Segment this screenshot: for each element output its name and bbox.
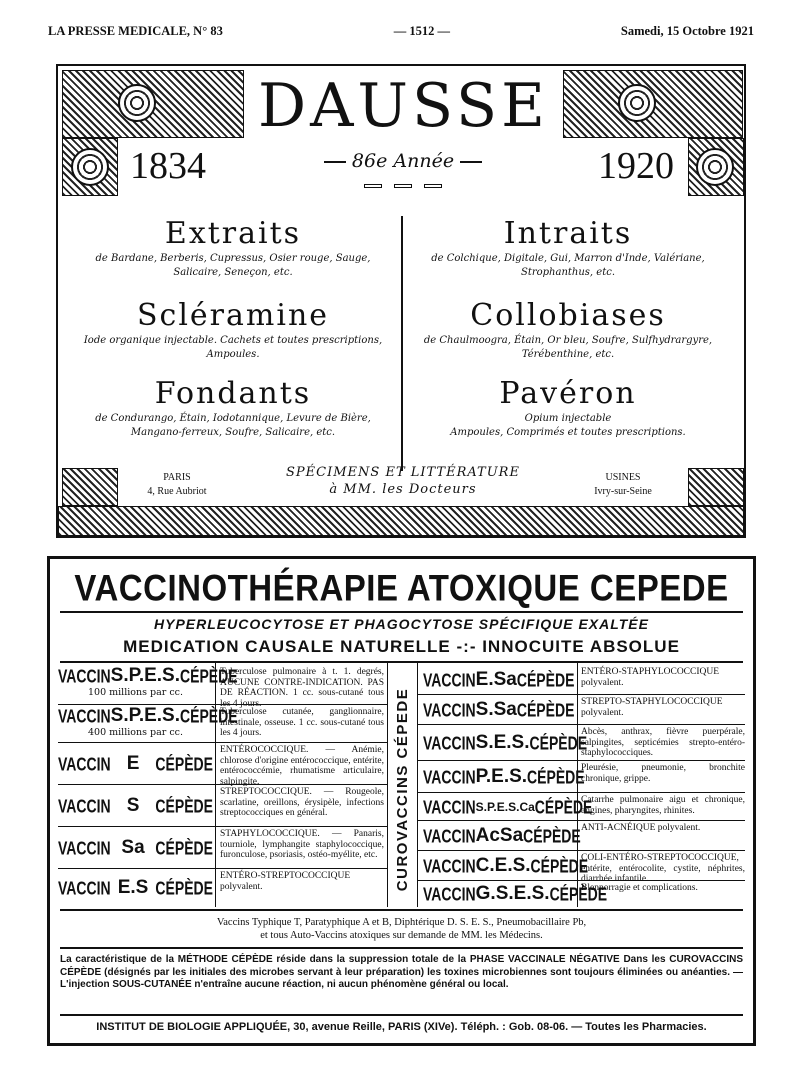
vaccine-indication: Tuberculose pulmonaire à t. 1. degrés, AUCUNE CONTRE-INDICATION. PAS DE RÉACTION. 1 cc. sous-cutané tous les 4 jours. <box>220 667 384 709</box>
cepede-advertisement <box>47 556 756 1046</box>
vaccine-indication: Blennorragie et complications. <box>581 883 698 893</box>
cepede-label: CÉPÈDE <box>516 699 575 721</box>
vaccine-code: S.P.E.S. <box>110 665 180 686</box>
vaccin-label: VACCIN <box>58 753 111 775</box>
vaccine-row-right <box>423 793 593 821</box>
paris-label: PARIS <box>163 472 191 483</box>
cepede-label: CÉPÈDE <box>180 705 238 727</box>
vaccine-indication: STREPTOCOCCIQUE. — Rougeole, scarlatine, oreillons, érysipèle, infections streptococciques en général. <box>220 787 384 818</box>
cepede-label: CÉPÈDE <box>530 855 589 877</box>
vaccine-code: P.E.S. <box>475 766 528 787</box>
vaccine-indication: ANTI-ACNÉIQUE polyvalent. <box>581 823 701 833</box>
vaccins-line2: et tous Auto-Vaccins atoxiques sur demande de MM. les Médecins. <box>260 929 543 941</box>
vaccin-label: VACCIN <box>423 883 476 905</box>
title-rule <box>60 611 743 613</box>
vaccine-code: G.S.E.S. <box>475 883 550 904</box>
vaccine-code: S.P.E.S.Ca <box>475 800 535 814</box>
product-name: Extraits <box>164 216 302 251</box>
product-description: de Bardane, Berberis, Cupressus, Osier rouge, Sauge, Salicaire, Seneçon, etc. <box>95 253 371 278</box>
vaccine-indication: Catarrhe pulmonaire aigu et chronique, angines, pharyngites, rhinites. <box>581 795 745 816</box>
vaccin-label: VACCIN <box>423 825 476 847</box>
usines-location: Ivry-sur-Seine <box>594 486 652 497</box>
vaccine-code: E <box>126 753 140 774</box>
vaccine-dose: 100 millions par cc. <box>87 687 183 698</box>
vaccine-code: C.E.S. <box>475 855 531 876</box>
product-description-line1: Opium injectable <box>524 413 612 424</box>
vaccine-indication: ENTÉRO-STREPTOCOCCIQUE polyvalent. <box>220 871 351 892</box>
table-bottom-rule <box>60 909 743 911</box>
vaccine-indication: ENTÉRO-STAPHYLOCOCCIQUE polyvalent. <box>581 667 720 688</box>
method-paragraph: La caractéristique de la MÉTHODE CÉPÈDE réside dans la suppression totale de la PHASE VACCINALE NÉGATIVE Dans les CUROVACCINS CÉPÈDE (désignés par les initiales des microbes servant à leur préparation) les toxines microbiennes sont toujours éliminées ou anéanties. — L'injection SOUS-CUTANÉE n'entraîne aucune réaction, ni aucun phénomène général ou local. <box>60 954 743 990</box>
cepede-subtitle: HYPERLEUCOCYTOSE ET PHAGOCYTOSE SPÉCIFIQUE EXALTÉE <box>154 616 649 632</box>
product-description: de Condurango, Étain, Iodotannique, Levure de Bière, Mangano-ferreux, Soufre, Salicaire, etc. <box>95 413 371 438</box>
cepede-label: CÉPÈDE <box>516 669 575 691</box>
vaccine-row-left <box>58 785 213 827</box>
anniversary-label <box>308 150 498 172</box>
product-description: de Colchique, Digitale, Gui, Marron d'Inde, Valériane, Strophanthus, etc. <box>431 253 705 278</box>
vaccine-code: AcSa <box>475 825 524 846</box>
product-fondants <box>78 376 388 440</box>
vaccine-row-left <box>58 743 213 785</box>
product-name: Scléramine <box>136 298 330 333</box>
cepede-label: CÉPÈDE <box>155 753 213 775</box>
vaccine-code: S <box>126 795 140 816</box>
cepede-label: CÉPÈDE <box>534 796 593 818</box>
vaccine-row-left <box>58 665 238 705</box>
vaccine-row-left <box>58 827 213 869</box>
vaccine-code: Sa <box>121 837 145 858</box>
founding-year: 1834 <box>130 145 206 187</box>
product-description: Ampoules, Comprimés et toutes prescriptions. <box>450 427 686 438</box>
anniversary-text: 86e Année <box>351 150 455 172</box>
vaccine-code: S.P.E.S. <box>110 705 180 726</box>
product-name: Collobiases <box>470 298 666 333</box>
cepede-label: CÉPÈDE <box>155 795 213 817</box>
vaccine-indication: Abcès, anthrax, fièvre puerpérale, salpingites, septicémies strepto-entéro-staphylococciques. <box>581 727 745 758</box>
vaccine-indication: Tuberculose cutanée, ganglionnaire, intestinale, osseuse. 1 cc. sous-cutané tous les 4 jours. <box>220 707 384 738</box>
page-date: Samedi, 15 Octobre 1921 <box>620 24 754 38</box>
cepede-label: CÉPÈDE <box>549 883 608 905</box>
vaccin-label: VACCIN <box>58 665 111 687</box>
cepede-label: CÉPÈDE <box>180 665 238 687</box>
vaccin-label: VACCIN <box>423 699 476 721</box>
vaccine-code: S.Sa <box>475 699 517 720</box>
specimens-line2: à MM. les Docteurs <box>329 482 477 497</box>
product-intraits <box>413 216 723 280</box>
specimens-line1: SPÉCIMENS ET LITTÉRATURE <box>286 465 520 480</box>
rose-icon <box>696 148 734 186</box>
vaccin-label: VACCIN <box>423 766 476 788</box>
vaccine-row-right <box>423 761 585 793</box>
vaccine-row-left <box>58 869 213 907</box>
floral-ornament-bottom-left <box>62 468 118 506</box>
vaccine-row-right <box>423 881 608 907</box>
vaccin-label: VACCIN <box>423 669 476 691</box>
vaccine-row-right <box>423 665 573 695</box>
product-paveron <box>413 376 723 440</box>
product-description: de Chaulmoogra, Étain, Or bleu, Soufre, Sulfhydrargyre, Térébenthine, etc. <box>423 335 713 360</box>
cepede-label: CÉPÈDE <box>523 825 581 847</box>
vaccine-dose: 400 millions par cc. <box>87 727 183 738</box>
product-name: Pavéron <box>499 376 637 411</box>
cepede-label: CÉPÈDE <box>155 877 213 899</box>
cepede-label: CÉPÈDE <box>529 732 588 754</box>
vaccin-label: VACCIN <box>423 796 476 818</box>
vaccine-code: E.Sa <box>475 669 517 690</box>
vaccine-row-right <box>423 851 589 881</box>
product-collobiases <box>413 298 723 362</box>
cepede-title: VACCINOTHÉRAPIE ATOXIQUE CEPEDE <box>74 566 729 609</box>
decorative-dashes <box>364 184 442 188</box>
vaccins-line1: Vaccins Typhique T, Paratyphique A et B, Diphtérique D. S. E. S., Pneumobacillaire Pb, <box>216 917 587 928</box>
specimens-notice <box>263 464 543 498</box>
vaccin-label: VACCIN <box>423 855 476 877</box>
product-scleramine <box>78 298 388 362</box>
institut-address: INSTITUT DE BIOLOGIE APPLIQUÉE, 30, avenue Reille, PARIS (XIVe). Téléph. : Gob. 08-06. — Toutes les Pharmacies. <box>96 1021 707 1033</box>
vaccin-label: VACCIN <box>58 705 111 727</box>
vaccine-indication: ENTÉROCOCCIQUE. — Anémie, chlorose d'origine entérococcique, entérite, entérococcémie, rhumatisme articulaire, salpingite. <box>220 745 384 787</box>
current-year: 1920 <box>598 145 674 187</box>
vaccin-label: VACCIN <box>58 877 111 899</box>
vaccine-indication: COLI-ENTÉRO-STREPTOCOCCIQUE, entérite, entérocolite, cystite, néphrites, diarrhée infantile. <box>581 853 745 884</box>
vaccine-code: S.E.S. <box>475 732 530 753</box>
dausse-advertisement <box>56 64 746 538</box>
table-divider <box>215 663 216 907</box>
vaccine-indication: Pleurésie, pneumonie, bronchite chronique, grippe. <box>581 763 745 784</box>
product-name: Intraits <box>503 216 633 251</box>
vaccin-label: VACCIN <box>423 732 476 754</box>
table-divider <box>387 663 388 907</box>
paris-street: 4, Rue Aubriot <box>147 486 207 497</box>
floral-border-bottom <box>58 506 744 536</box>
paris-address <box>122 471 232 499</box>
floral-ornament-bottom-right <box>688 468 744 506</box>
vaccine-code: E.S <box>117 877 149 898</box>
curovaccins-vertical-label <box>389 669 417 909</box>
product-name: Fondants <box>154 376 312 411</box>
page-number: — 1512 — <box>393 24 450 38</box>
vaccine-row-right <box>423 695 573 725</box>
table-divider <box>417 663 418 907</box>
page-header <box>48 24 754 42</box>
vaccine-indication: STREPTO-STAPHYLOCOCCIQUE polyvalent. <box>581 697 723 718</box>
vaccins-list <box>60 917 743 942</box>
rose-icon <box>118 84 156 122</box>
cepede-label: CÉPÈDE <box>527 766 585 788</box>
product-description: Iode organique injectable. Cachets et toutes prescriptions, Ampoules. <box>83 335 383 360</box>
curovaccins-text: CUROVACCINS CÉPEDE <box>394 687 412 891</box>
vaccine-row-left <box>58 705 238 743</box>
usines-label: USINES <box>605 472 641 483</box>
vaccine-indication: STAPHYLOCOCCIQUE. — Panaris, tourniole, lymphangite staphylococcique, furonculose, psoriasis, ostéo-myélite, etc. <box>220 829 384 860</box>
cepede-label: CÉPÈDE <box>155 837 213 859</box>
product-extraits <box>78 216 388 280</box>
vaccins-rule <box>60 947 743 949</box>
table-top-rule <box>60 661 743 663</box>
cepede-tagline: MEDICATION CAUSALE NATURELLE -:- INNOCUITE ABSOLUE <box>123 637 680 656</box>
column-divider <box>401 216 403 471</box>
usines-address <box>563 471 683 499</box>
vaccine-row-right <box>423 821 581 851</box>
rose-icon <box>618 84 656 122</box>
rose-icon <box>71 148 109 186</box>
institut-rule <box>60 1014 743 1016</box>
journal-issue: LA PRESSE MEDICALE, N° 83 <box>48 24 223 38</box>
vaccine-row-right <box>423 725 588 761</box>
brand-name: DAUSSE <box>258 71 549 141</box>
vaccin-label: VACCIN <box>58 837 111 859</box>
vaccin-label: VACCIN <box>58 795 111 817</box>
